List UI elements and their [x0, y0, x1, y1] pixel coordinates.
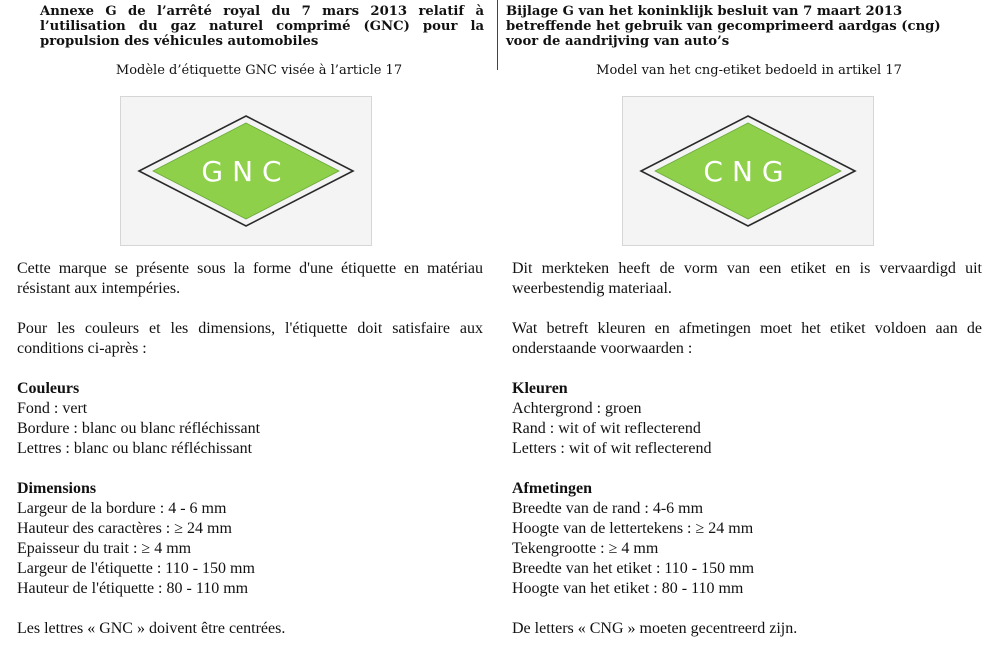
dimension-item-stroke-fr: Epaisseur du trait : ≥ 4 mm	[17, 540, 192, 557]
requirement-paragraph-nl: Wat betreft kleuren en afmetingen moet het etiket voldoen aan de onderstaande voorwaarden :	[512, 320, 982, 357]
annex-header-fr-text: Annexe G de l’arrêté royal du 7 mars 2013 relatif à l’utilisation du gaz naturel comprimé (GNC) pour la propulsion des véhicules automobiles	[40, 4, 484, 49]
dimensions-heading-nl: Afmetingen	[512, 480, 592, 497]
annex-header-fr	[0, 4, 496, 49]
column-dutch	[504, 0, 994, 637]
color-item-background-fr: Fond : vert	[17, 400, 88, 417]
label-letters: CNG	[703, 155, 793, 188]
closing-sentence-fr: Les lettres « GNC » doivent être centrées.	[17, 620, 286, 637]
gnc-label-image	[120, 96, 372, 246]
intro-paragraph-nl: Dit merkteken heeft de vorm van een etiket en is vervaardigd uit weerbestendig materiaal.	[512, 260, 982, 297]
color-item-letters-fr: Lettres : blanc ou blanc réfléchissant	[17, 440, 253, 457]
color-item-background-nl: Achtergrond : groen	[512, 400, 642, 417]
color-item-border-nl: Rand : wit of wit reflecterend	[512, 420, 701, 437]
dimension-item-label-height-fr: Hauteur de l'étiquette : 80 - 110 mm	[17, 580, 249, 597]
diamond-label-graphic	[120, 96, 372, 246]
dimension-item-stroke-nl: Tekengrootte : ≥ 4 mm	[512, 540, 659, 557]
column-divider	[497, 0, 498, 70]
label-letters: GNC	[201, 155, 291, 188]
column-french	[0, 0, 496, 637]
intro-paragraph-fr: Cette marque se présente sous la forme d'une étiquette en matériau résistant aux intempéries.	[17, 260, 483, 297]
dimension-item-label-width-fr: Largeur de l'étiquette : 110 - 150 mm	[17, 560, 255, 577]
body-text-nl	[512, 259, 982, 639]
cng-label-image	[622, 96, 874, 246]
requirement-paragraph-fr: Pour les couleurs et les dimensions, l'étiquette doit satisfaire aux conditions ci-après :	[17, 320, 483, 357]
dimension-item-char-height-fr: Hauteur des caractères : ≥ 24 mm	[17, 520, 232, 537]
annex-header-nl-text: Bijlage G van het koninklijk besluit van 7 maart 2013 betreffende het gebruik van gecomprimeerd aardgas (cng) voor de aandrijving van auto’s	[506, 4, 941, 49]
colors-heading-nl: Kleuren	[512, 380, 568, 397]
color-item-letters-nl: Letters : wit of wit reflecterend	[512, 440, 712, 457]
dimension-item-border-width-nl: Breedte van de rand : 4-6 mm	[512, 500, 704, 517]
annex-header-nl	[504, 4, 994, 49]
dimension-item-border-width-fr: Largeur de la bordure : 4 - 6 mm	[17, 500, 227, 517]
dimensions-heading-fr: Dimensions	[17, 480, 97, 497]
colors-heading-fr: Couleurs	[17, 380, 80, 397]
dimension-item-label-width-nl: Breedte van het etiket : 110 - 150 mm	[512, 560, 755, 577]
label-model-caption-nl: Model van het cng-etiket bedoeld in artikel 17	[596, 63, 902, 78]
body-text-fr	[17, 259, 483, 639]
dimension-item-label-height-nl: Hoogte van het etiket : 80 - 110 mm	[512, 580, 744, 597]
dimension-item-char-height-nl: Hoogte van de lettertekens : ≥ 24 mm	[512, 520, 754, 537]
color-item-border-fr: Bordure : blanc ou blanc réfléchissant	[17, 420, 261, 437]
label-model-caption-fr: Modèle d’étiquette GNC visée à l’article 17	[115, 63, 403, 78]
closing-sentence-nl: De letters « CNG » moeten gecentreerd zijn.	[512, 620, 798, 637]
diamond-label-graphic	[622, 96, 874, 246]
